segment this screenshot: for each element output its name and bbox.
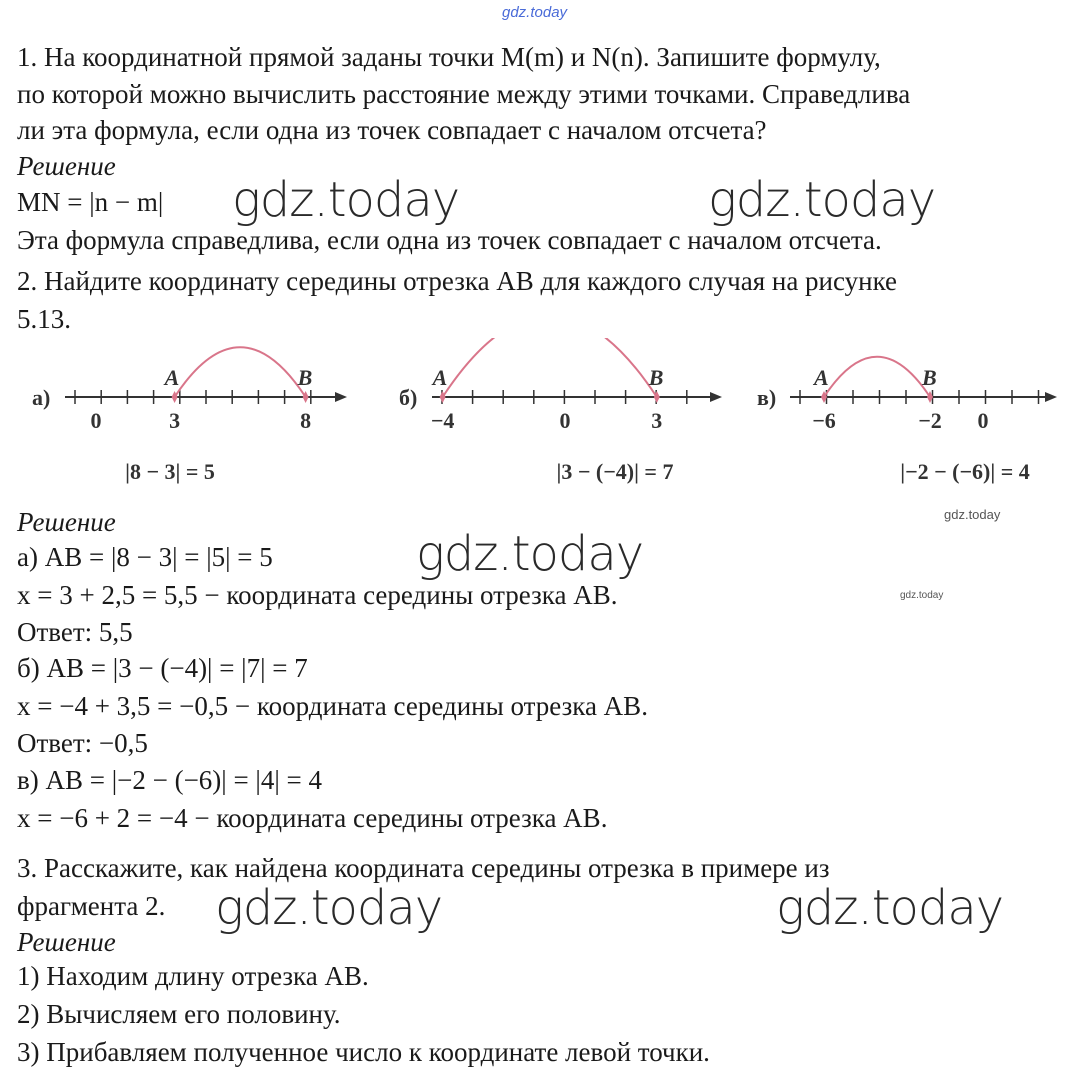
formula: |8 − 3| = 5: [125, 459, 215, 484]
formula: |−2 − (−6)| = 4: [900, 459, 1030, 484]
answer-line: 2) Вычисляем его половину.: [17, 999, 341, 1029]
tick-label: −6: [812, 408, 836, 433]
watermark: gdz.today: [215, 880, 443, 936]
tick-label: 3: [651, 408, 663, 433]
solution-label: Решение: [17, 151, 116, 181]
watermark: gdz.today: [416, 526, 644, 582]
figure-5-13: [20, 338, 1060, 503]
question-2-line: 5.13.: [17, 304, 71, 334]
question-1-line: ли эта формула, если одна из точек совпадает с началом отсчета?: [17, 115, 767, 145]
distance-arc: [824, 357, 930, 397]
panel-label: б): [399, 385, 418, 410]
answer-line: x = −4 + 3,5 = −0,5 − координата середины отрезка AB.: [17, 691, 648, 721]
watermark-small: gdz.today: [944, 507, 1001, 522]
point-b-label: B: [297, 365, 313, 390]
solution-label: Решение: [17, 927, 116, 957]
tick-label: −4: [430, 408, 455, 433]
watermark-top: gdz.today: [502, 4, 568, 21]
question-3-line: фрагмента 2.: [17, 891, 166, 921]
distance-arc: [175, 347, 306, 397]
point-b-label: B: [648, 365, 664, 390]
tick-label: 0: [559, 408, 571, 433]
arrow-icon: [1045, 392, 1057, 402]
tick-label: 0: [90, 408, 102, 433]
watermark: gdz.today: [776, 880, 1004, 936]
answer-line: а) AB = |8 − 3| = |5| = 5: [17, 542, 273, 572]
watermark: gdz.today: [232, 172, 460, 228]
distance-label: [872, 338, 883, 340]
point-a-label: A: [432, 365, 448, 390]
answer-line: б) AB = |3 − (−4)| = |7| = 7: [17, 653, 308, 683]
answer-line: 1) Находим длину отрезка AB.: [17, 961, 369, 991]
distance-arc: [443, 338, 657, 397]
answer-line: x = 3 + 2,5 = 5,5 − координата середины отрезка AB.: [17, 580, 618, 610]
answer-line: x = −6 + 2 = −4 − координата середины отрезка AB.: [17, 803, 608, 833]
tick-label: 3: [169, 408, 181, 433]
question-1-line: 1. На координатной прямой заданы точки M(m) и N(n). Запишите формулу,: [17, 42, 881, 72]
question-3-line: 3. Расскажите, как найдена координата середины отрезка в примере из: [17, 853, 830, 883]
watermark-small: gdz.today: [900, 590, 944, 601]
point-a-label: A: [164, 365, 180, 390]
point-a-label: A: [814, 365, 829, 390]
arrow-icon: [335, 392, 347, 402]
answer-line: Ответ: −0,5: [17, 728, 148, 758]
formula: |3 − (−4)| = 7: [556, 459, 674, 484]
watermark: gdz.today: [708, 172, 936, 228]
answer-line: Эта формула справедлива, если одна из точек совпадает с началом отсчета.: [17, 225, 882, 255]
tick-label: 0: [977, 408, 989, 433]
question-1-line: по которой можно вычислить расстояние между этими точками. Справедлива: [17, 79, 911, 109]
question-2-line: 2. Найдите координату середины отрезка AB для каждого случая на рисунке: [17, 266, 898, 296]
solution-label: Решение: [17, 507, 116, 537]
panel-label: а): [32, 385, 51, 410]
arrow-icon: [710, 392, 722, 402]
answer-line: в) AB = |−2 − (−6)| = |4| = 4: [17, 765, 322, 795]
panel-label: в): [757, 385, 777, 410]
answer-line: MN = |n − m|: [17, 187, 164, 217]
point-b-label: B: [922, 365, 937, 390]
answer-line: 3) Прибавляем полученное число к координате левой точки.: [17, 1037, 710, 1067]
tick-label: −2: [918, 408, 942, 433]
tick-label: 8: [300, 408, 312, 433]
answer-line: Ответ: 5,5: [17, 617, 133, 647]
